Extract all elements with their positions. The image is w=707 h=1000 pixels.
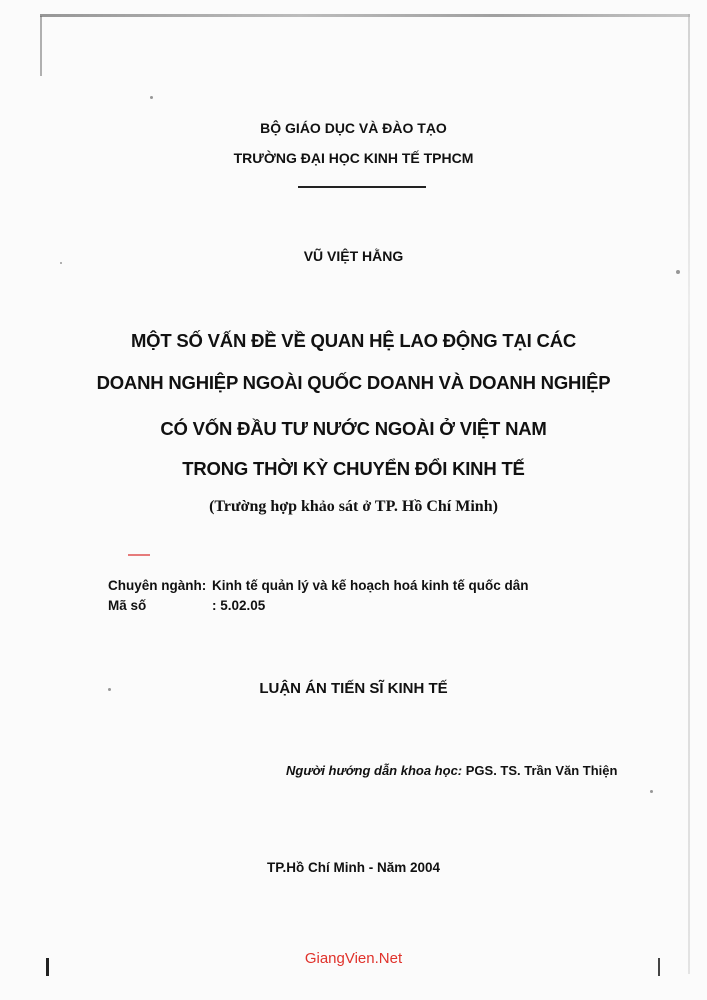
university-name: TRƯỜNG ĐẠI HỌC KINH TẾ TPHCM: [233, 150, 474, 166]
thesis-title-line-3: CÓ VỐN ĐẦU TƯ NƯỚC NGOÀI Ở VIỆT NAM: [160, 418, 547, 439]
thesis-title-line-1: MỘT SỐ VẤN ĐỀ VỀ QUAN HỆ LAO ĐỘNG TẠI CÁC: [130, 330, 577, 351]
scan-speck: [676, 270, 680, 274]
advisor-line: [286, 763, 617, 778]
specialization-value: Kinh tế quản lý và kế hoạch hoá kinh tế quốc dân: [212, 578, 529, 593]
ministry-name: BỘ GIÁO DỤC VÀ ĐÀO TẠO: [260, 120, 447, 136]
header-divider: [298, 186, 426, 188]
scan-left-tick: [46, 958, 49, 976]
code-label: Mã số: [108, 598, 147, 613]
author-name: VŨ VIỆT HẰNG: [303, 248, 404, 264]
scan-speck: [650, 790, 653, 793]
thesis-title-line-4: TRONG THỜI KỲ CHUYỂN ĐỔI KINH TẾ: [182, 458, 525, 479]
scan-red-mark: [128, 554, 150, 556]
scan-speck: [150, 96, 153, 99]
thesis-title-line-2: DOANH NGHIỆP NGOÀI QUỐC DOANH VÀ DOANH NGHIỆP: [96, 372, 611, 393]
scan-left-border: [40, 16, 42, 76]
place-and-year: TP.Hồ Chí Minh - Năm 2004: [266, 860, 441, 875]
specialization-label: Chuyên ngành:: [108, 578, 207, 593]
degree-title: LUẬN ÁN TIẾN SĨ KINH TẾ: [259, 680, 448, 697]
advisor-label: Người hướng dẫn khoa học:: [286, 763, 463, 778]
scan-top-border: [40, 14, 690, 17]
code-value: : 5.02.05: [212, 598, 266, 613]
thesis-subtitle: (Trường hợp khảo sát ở TP. Hồ Chí Minh): [209, 498, 498, 515]
watermark-link[interactable]: GiangVien.Net: [304, 950, 403, 967]
advisor-name: PGS. TS. Trần Văn Thiện: [465, 763, 618, 778]
scan-right-tick: [658, 958, 660, 976]
